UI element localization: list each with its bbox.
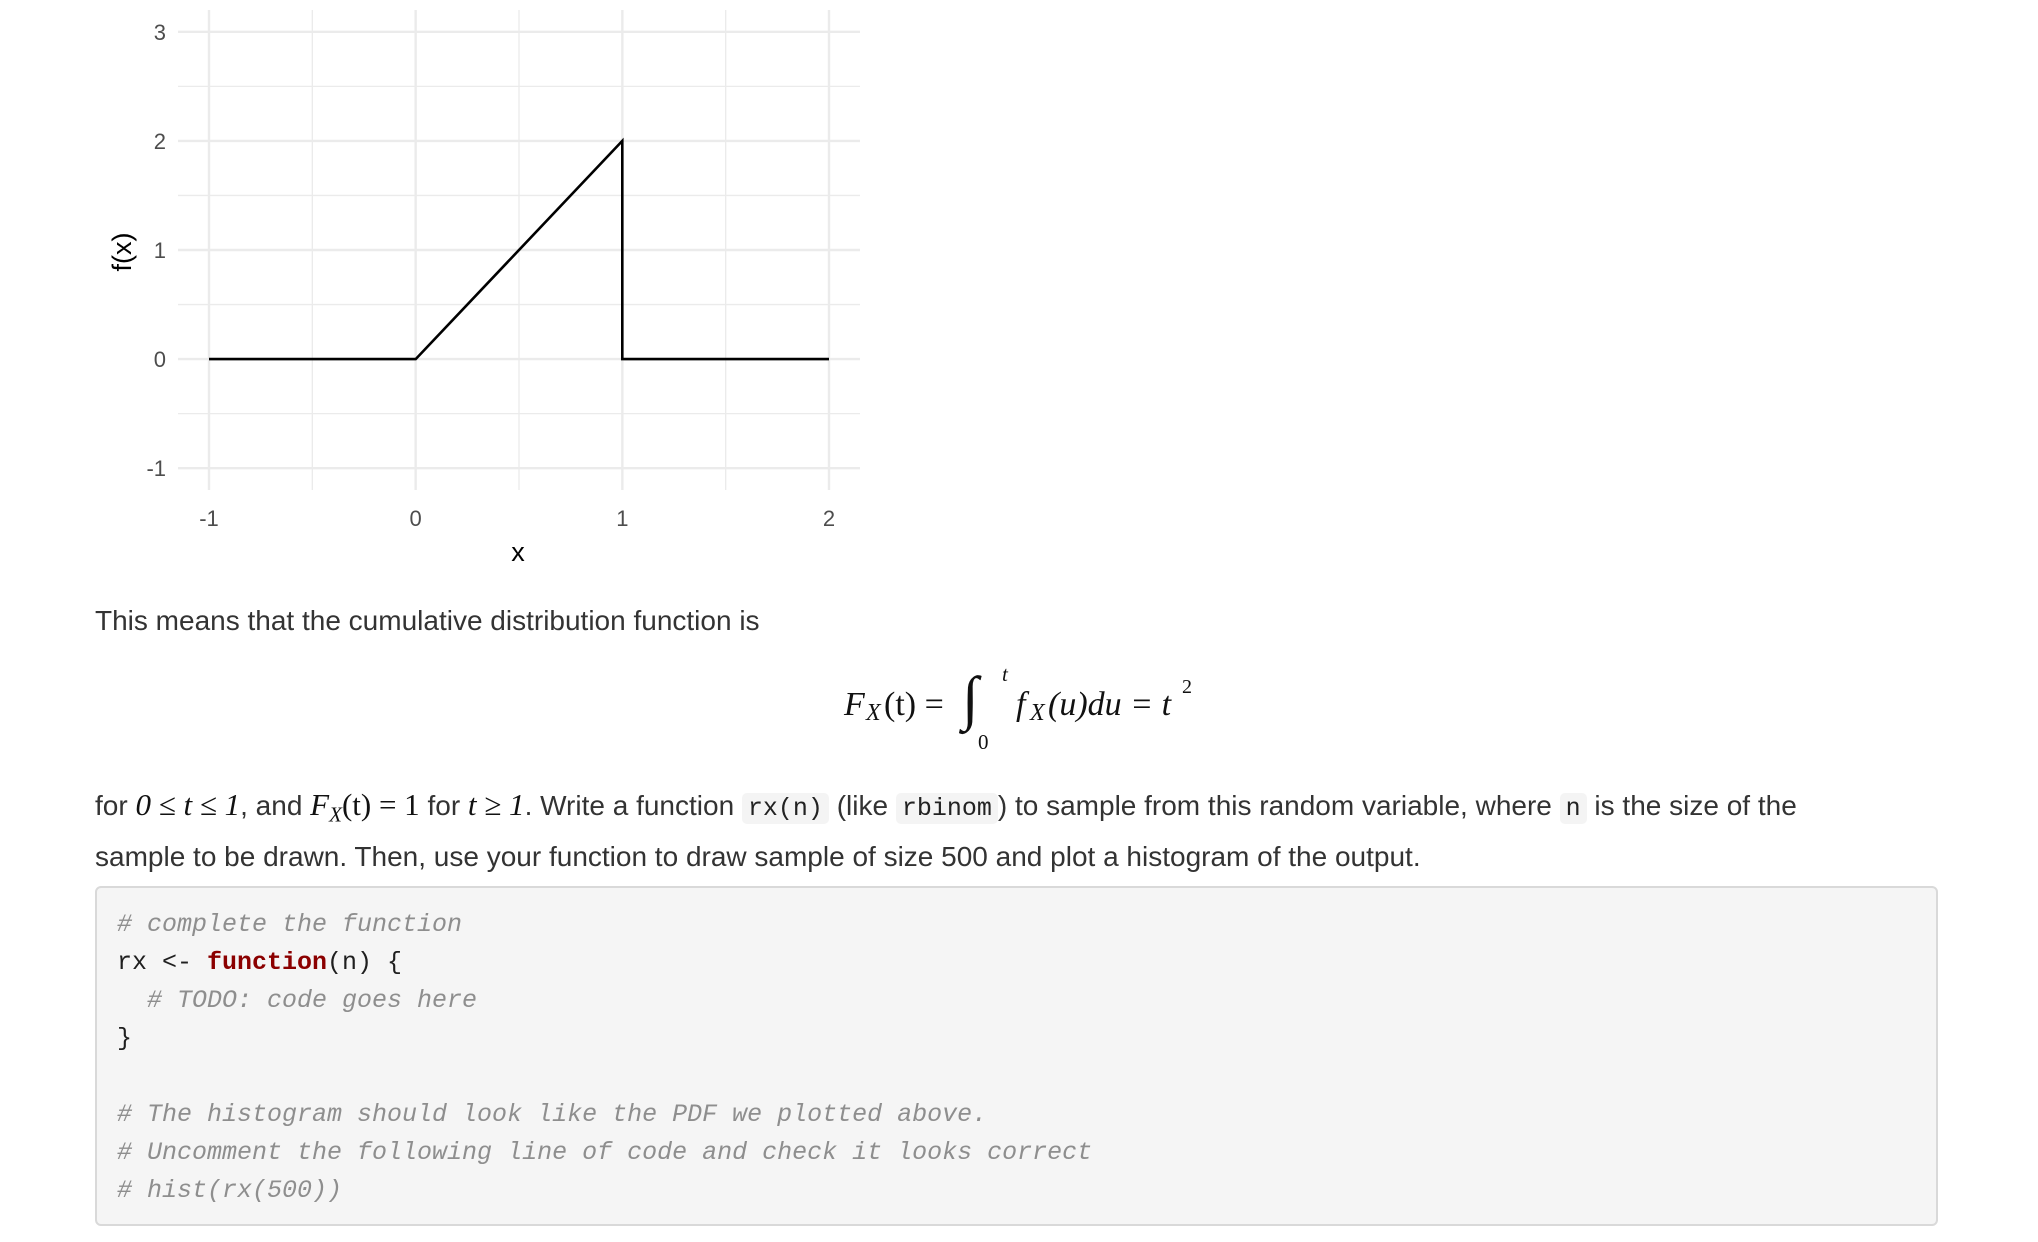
y-tick-label: 1 [153,238,166,263]
code-todo-comment: # TODO: code goes here [117,986,478,1015]
cdf-equation [844,662,1214,762]
code-keyword-function: function [207,948,328,977]
x-tick-label: 0 [409,506,422,531]
eq-integrand: (u)du = t [1048,686,1172,723]
eq-sub-X: X [866,700,881,726]
y-axis-ticks [146,20,166,481]
math-Fx-eq: (t) = 1 [341,787,420,822]
math-F: F [310,787,330,822]
text-and: , and [240,790,311,821]
code-args: (n) { [327,948,403,977]
text-sample-drawn: sample to be drawn. Then, use your function to draw sample of size 500 and plot a histogram of the output. [95,840,1421,872]
pdf-chart [0,0,880,580]
code-assign: rx <- [117,948,208,977]
x-tick-label: 1 [616,506,629,531]
y-tick-label: 3 [153,19,166,45]
code-closing-brace: } [117,1024,133,1053]
eq-upper-limit: t [1002,662,1008,686]
x-axis-label: x [511,537,525,567]
code-comment-line: # complete the function [117,910,463,939]
paragraph-text: This means that the cumulative distribution function is [95,605,760,636]
math-condition-1: 0 ≤ t ≤ 1 [135,787,241,822]
text-write-function: . Write a function [524,790,742,821]
eq-sub-X2: X [1030,700,1045,726]
code-comment-hist-call: # hist(rx(500)) [117,1176,343,1205]
eq-integral-sign: ∫ [962,665,979,731]
code-function-def [117,944,1916,982]
x-axis-ticks [199,506,835,531]
y-axis-label: f(x) [107,232,137,272]
code-block[interactable] [95,886,1938,1226]
inline-code-n: n [1560,793,1587,824]
text-size-of-the: is the size of the [1586,790,1797,821]
x-tick-label: -1 [199,506,219,531]
code-blank-line [117,1058,1916,1096]
x-tick-label: 2 [822,506,836,531]
eq-exponent: 2 [1182,676,1192,698]
code-comment-uncomment: # Uncomment the following line of code and check it looks correct [117,1138,1093,1167]
text-like: (like [828,790,896,821]
inline-code-rbinom: rbinom [896,793,998,824]
text-sample-from: ) to sample from this random variable, where [997,790,1560,821]
code-comment-histogram: # The histogram should look like the PDF we plotted above. [117,1100,988,1129]
paragraph-instructions [95,784,1938,877]
text-for: for [95,790,136,821]
y-tick-label: 2 [153,128,166,154]
paragraph-cdf-intro [95,600,760,641]
math-condition-2: t ≥ 1 [467,787,525,822]
eq-lower-limit: 0 [978,730,989,754]
inline-code-rx: rx(n) [742,793,829,824]
eq-F: F [844,686,865,723]
eq-lhs: (t) = [884,686,944,723]
math-sub-X: X [329,802,342,827]
y-tick-label: 0 [153,347,166,373]
text-for-2: for [419,790,468,821]
eq-f: f [1016,686,1026,723]
y-tick-label: -1 [146,456,166,482]
